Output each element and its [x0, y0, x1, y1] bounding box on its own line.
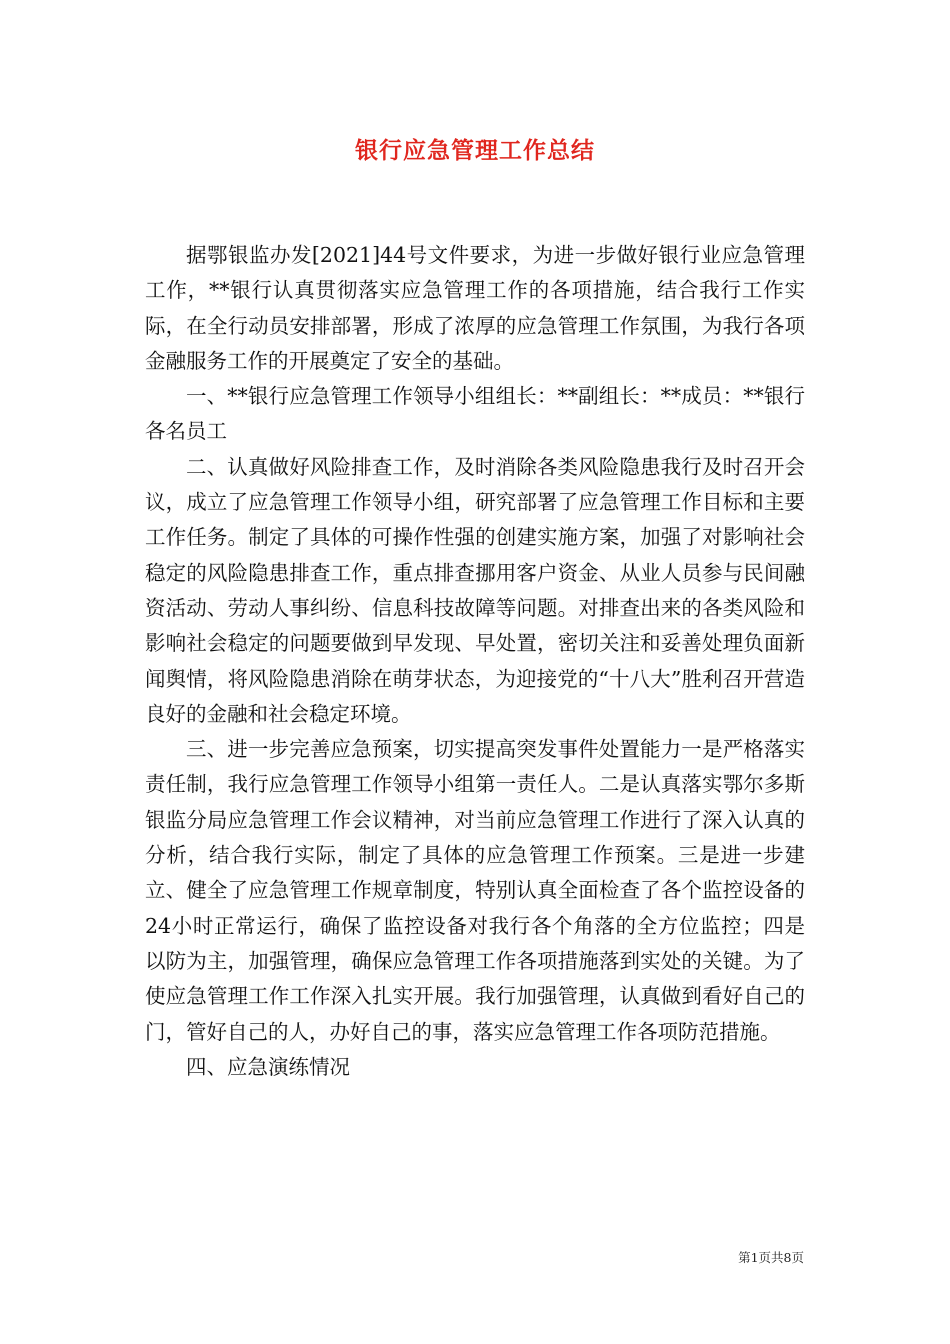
document-title: 银行应急管理工作总结: [355, 137, 595, 164]
paragraph-intro: 据鄂银监办发[2021]44号文件要求，为进一步做好银行业应急管理工作，**银行认真贯彻落实应急管理工作的各项措施，结合我行工作实际，在全行动员安排部署，形成了浓厚的应急管理工作氛围，为我行各项金融服务工作的开展奠定了安全的基础。: [145, 243, 805, 373]
document-body: [145, 238, 805, 1085]
paragraph-section-4: 四、应急演练情况: [186, 1054, 350, 1079]
paragraph-section-3: 三、进一步完善应急预案，切实提高突发事件处置能力一是严格落实责任制，我行应急管理工作领导小组第一责任人。二是认真落实鄂尔多斯银监分局应急管理工作会议精神，对当前应急管理工作进行了深入认真的分析，结合我行实际，制定了具体的应急管理工作预案。三是进一步建立、健全了应急管理工作规章制度，特别认真全面检查了各个监控设备的24小时正常运行，确保了监控设备对我行各个角落的全方位监控；四是以防为主，加强管理，确保应急管理工作各项措施落到实处的关键。为了使应急管理工作工作深入扎实开展。我行加强管理，认真做到看好自己的门，管好自己的人，办好自己的事，落实应急管理工作各项防范措施。: [145, 737, 805, 1044]
paragraph-section-2: 二、认真做好风险排查工作，及时消除各类风险隐患我行及时召开会议，成立了应急管理工作领导小组，研究部署了应急管理工作目标和主要工作任务。制定了具体的可操作性强的创建实施方案，加强了对影响社会稳定的风险隐患排查工作，重点排查挪用客户资金、从业人员参与民间融资活动、劳动人事纠纷、信息科技故障等问题。对排查出来的各类风险和影响社会稳定的问题要做到早发现、早处置，密切关注和妥善处理负面新闻舆情，将风险隐患消除在萌芽状态，为迎接党的“十八大”胜利召开营造良好的金融和社会稳定环境。: [145, 454, 805, 726]
page-number-footer: 第1页共8页: [738, 1250, 804, 1265]
paragraph-section-1: 一、**银行应急管理工作领导小组组长：**副组长：**成员：**银行各名员工: [145, 384, 805, 444]
